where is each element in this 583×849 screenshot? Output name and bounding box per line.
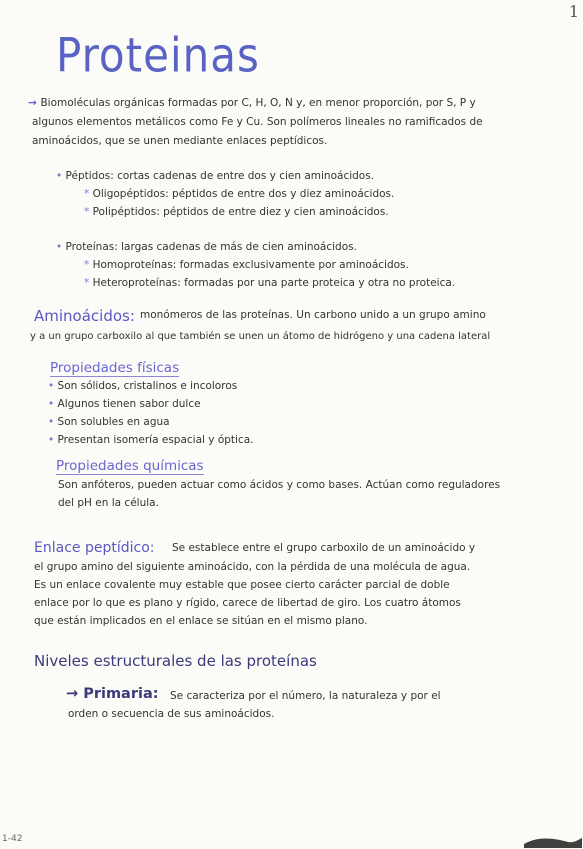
bullet-icon: • (48, 380, 58, 392)
arrow-icon: → (66, 686, 84, 702)
niveles-title: Niveles estructurales de las proteínas (34, 652, 317, 670)
quimicas-line-2: del pH en la célula. (58, 497, 159, 509)
intro-line-1: → Biomoléculas orgánicas formadas por C, H, O, N y, en menor proporción, por S, P y (28, 97, 476, 109)
peptidos-item-1: * Oligopéptidos: péptidos de entre dos y diez aminoácidos. (84, 188, 395, 200)
peptidos-main: • Péptidos: cortas cadenas de entre dos y cien aminoácidos. (56, 170, 375, 182)
propiedades-quimicas-title: Propiedades químicas (56, 458, 204, 474)
footer-mark: 1-42 (2, 834, 23, 844)
proteinas-item-1: * Homoproteínas: formadas exclusivamente por aminoácidos. (84, 259, 409, 271)
page-title: Proteinas (56, 28, 260, 83)
fisicas-item-1: • Son sólidos, cristalinos e incoloros (48, 380, 238, 392)
bullet-icon: • (48, 416, 58, 428)
aminoacidos-line-2: y a un grupo carboxilo al que también se unen un átomo de hidrógeno y una cadena lateral (30, 331, 491, 342)
intro-line-2: algunos elementos metálicos como Fe y Cu. Son polímeros lineales no ramificados de (32, 116, 483, 128)
primaria-title: → Primaria: (66, 686, 159, 702)
star-bullet-icon: * (84, 277, 93, 289)
star-bullet-icon: * (84, 206, 93, 218)
enlace-title: Enlace peptídico: (34, 540, 155, 556)
proteinas-main: • Proteínas: largas cadenas de más de cien aminoácidos. (56, 241, 357, 253)
enlace-line-1: Se establece entre el grupo carboxilo de un aminoácido y (172, 542, 476, 554)
enlace-line-4: enlace por lo que es plano y rígido, carece de libertad de giro. Los cuatro átomos (34, 597, 461, 609)
propiedades-fisicas-title: Propiedades físicas (50, 360, 180, 376)
arrow-icon: → (28, 97, 41, 109)
bullet-icon: • (48, 434, 58, 446)
ink-smudge-icon (520, 830, 583, 848)
fisicas-item-4: • Presentan isomería espacial y óptica. (48, 434, 254, 446)
intro-line-3: aminoácidos, que se unen mediante enlaces peptídicos. (32, 135, 328, 147)
bullet-icon: • (56, 170, 66, 182)
star-bullet-icon: * (84, 259, 93, 271)
aminoacidos-line-1: monómeros de las proteínas. Un carbono unido a un grupo amino (140, 309, 486, 321)
quimicas-line-1: Son anfóteros, pueden actuar como ácidos y como bases. Actúan como reguladores (58, 479, 501, 491)
primaria-line-1: Se caracteriza por el número, la naturaleza y por el (170, 690, 441, 702)
fisicas-item-3: • Son solubles en agua (48, 416, 170, 428)
star-bullet-icon: * (84, 188, 93, 200)
bullet-icon: • (48, 398, 58, 410)
page-number: 1 (568, 2, 579, 21)
fisicas-item-2: • Algunos tienen sabor dulce (48, 398, 201, 410)
primaria-line-2: orden o secuencia de sus aminoácidos. (68, 708, 275, 720)
enlace-line-3: Es un enlace covalente muy estable que posee cierto carácter parcial de doble (34, 579, 450, 591)
peptidos-item-2: * Polipéptidos: péptidos de entre diez y cien aminoácidos. (84, 206, 389, 218)
enlace-line-2: el grupo amino del siguiente aminoácido, con la pérdida de una molécula de agua. (34, 561, 471, 573)
aminoacidos-title: Aminoácidos: (34, 307, 135, 325)
proteinas-item-2: * Heteroproteínas: formadas por una parte proteica y otra no proteica. (84, 277, 456, 289)
bullet-icon: • (56, 241, 66, 253)
enlace-line-5: que están implicados en el enlace se sitúan en el mismo plano. (34, 615, 368, 627)
